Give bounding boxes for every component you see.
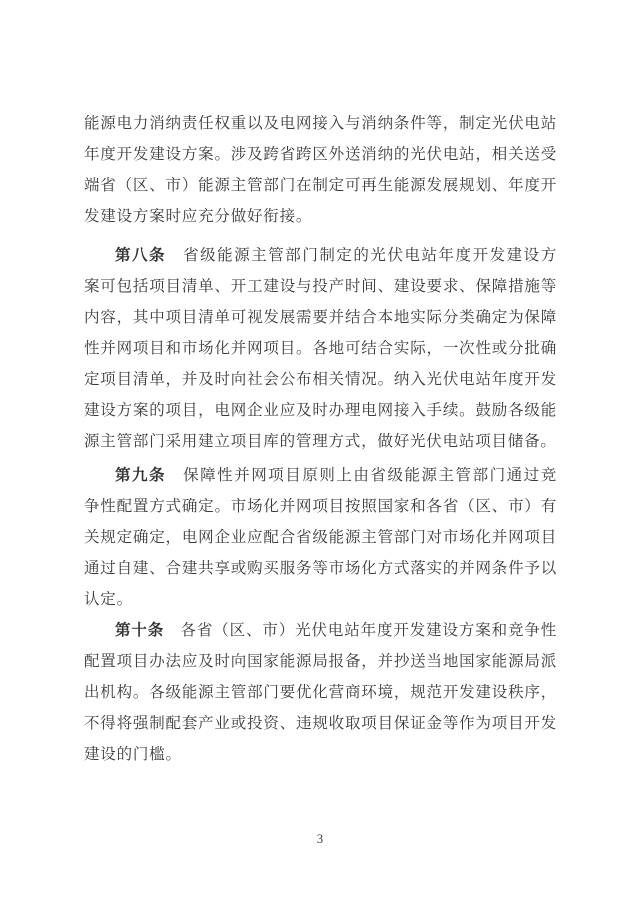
text-line: 性并网项目和市场化并网项目。各地可结合实际，一次性或分批确: [84, 340, 557, 357]
document-text-block: [84, 108, 557, 770]
paragraph-article-9: [84, 460, 557, 615]
text-line: [84, 460, 557, 491]
text-line: 认定。: [84, 591, 133, 608]
text-line: 内容，其中项目清单可视发展需要并结合本地实际分类确定为保障: [84, 309, 557, 326]
article-9-term: 第九条: [115, 467, 167, 484]
text-line: 关规定确定，电网企业应配合省级能源主管部门对市场化并网项目: [84, 529, 557, 546]
text-line: 出机构。各级能源主管部门要优化营商环境，规范开发建设秩序，: [84, 684, 557, 701]
text-line: 案可包括项目清单、开工建设与投产时间、建设要求、保障措施等: [84, 278, 557, 295]
text-line: 不得将强制配套产业或投资、违规收取项目保证金等作为项目开发: [84, 715, 557, 732]
text-line: 端省（区、市）能源主管部门在制定可再生能源发展规划、年度开: [84, 177, 557, 194]
article-8-first-line-text: 省级能源主管部门制定的光伏电站年度开发建设方: [166, 247, 558, 264]
text-line: [84, 240, 557, 271]
text-line: 源主管部门采用建立项目库的管理方式，做好光伏电站项目储备。: [84, 433, 557, 450]
paragraph-article-8: [84, 240, 557, 457]
text-line: 争性配置方式确定。市场化并网项目按照国家和各省（区、市）有: [84, 498, 557, 515]
text-line: 通过自建、合建共享或购买服务等市场化方式落实的并网条件予以: [84, 560, 557, 577]
paragraph-article-10: [84, 615, 557, 770]
article-9-first-line-text: 保障性并网项目原则上由省级能源主管部门通过竞: [166, 467, 558, 484]
text-line: 能源电力消纳责任权重以及电网接入与消纳条件等，制定光伏电站: [84, 115, 557, 132]
article-10-first-line-text: 各省（区、市）光伏电站年度开发建设方案和竞争性: [164, 622, 557, 639]
text-line: 年度开发建设方案。涉及跨省跨区外送消纳的光伏电站，相关送受: [84, 146, 557, 163]
text-line: 发建设方案时应充分做好衔接。: [84, 208, 313, 225]
paragraph-continuation: [84, 108, 557, 232]
text-line: [84, 615, 557, 646]
page-number: 3: [316, 832, 324, 846]
text-line: 配置项目办法应及时向国家能源局报备，并抄送当地国家能源局派: [84, 653, 557, 670]
text-line: 建设的门槛。: [84, 746, 182, 763]
article-10-term: 第十条: [115, 622, 165, 639]
article-8-term: 第八条: [115, 247, 167, 264]
text-line: 定项目清单，并及时向社会公布相关情况。纳入光伏电站年度开发: [84, 371, 557, 388]
text-line: 建设方案的项目，电网企业应及时办理电网接入手续。鼓励各级能: [84, 402, 557, 419]
